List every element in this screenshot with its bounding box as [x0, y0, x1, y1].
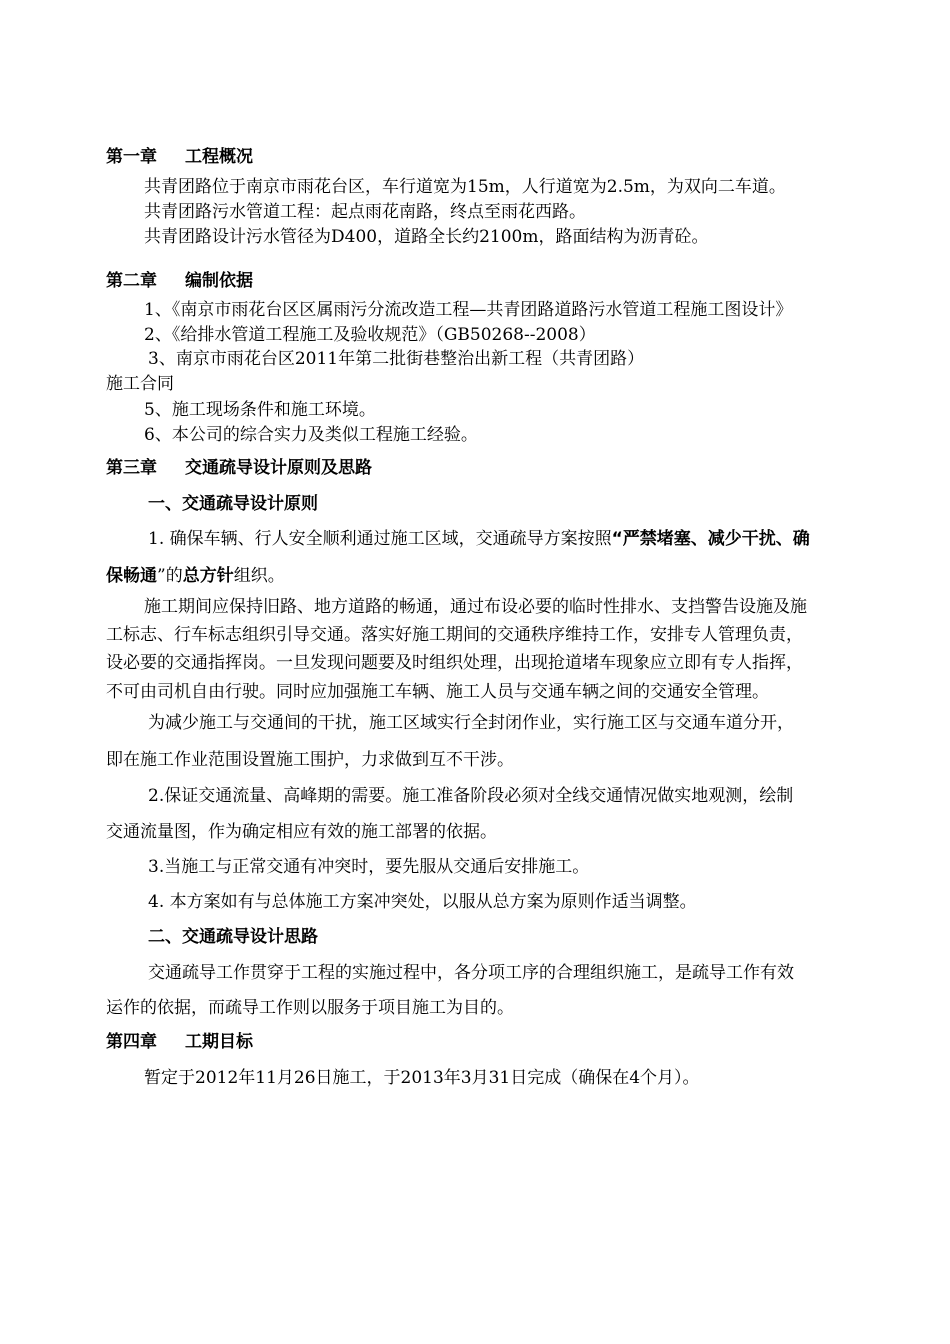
paragraph-construction-line-1: 施工期间应保持旧路、地方道路的畅通，通过布设必要的临时性排水、支挡警告设施及施 [144, 597, 807, 617]
chapter-1-paragraph-2: 共青团路污水管道工程：起点雨花南路，终点至雨花西路。 [144, 202, 586, 222]
chapter-2-number: 第二章 [106, 271, 157, 291]
basis-item-5: 5、施工现场条件和施工环境。 [144, 400, 376, 420]
approach-line-1: 交通疏导工作贯穿于工程的实施过程中，各分项工序的合理组织施工，是疏导工作有效 [148, 963, 794, 983]
chapter-3-title: 交通疏导设计原则及思路 [185, 458, 372, 478]
principle-1-line-1 [148, 528, 810, 550]
principle-2-line-2: 交通流量图，作为确定相应有效的施工部署的依据。 [106, 822, 497, 842]
chapter-4-title: 工期目标 [185, 1032, 253, 1052]
basis-item-3: 3、南京市雨花台区2011年第二批街巷整治出新工程（共青团路） [148, 349, 645, 369]
paragraph-construction-line-2: 工标志、行车标志组织引导交通。落实好施工期间的交通秩序维持工作，安排专人管理负责， [106, 625, 803, 645]
principle-1-end: 组织。 [233, 566, 285, 586]
principle-1-connector: ”的 [157, 566, 183, 586]
chapter-3-heading [106, 457, 372, 479]
chapter-3-number: 第三章 [106, 458, 157, 478]
chapter-2-heading [106, 270, 253, 292]
principle-2-line-1: 2.保证交通流量、高峰期的需要。施工准备阶段必须对全线交通情况做实地观测，绘制 [148, 786, 794, 806]
basis-item-2: 2、《给排水管道工程施工及验收规范》（GB50268--2008） [144, 325, 596, 345]
chapter-1-number: 第一章 [106, 147, 157, 167]
basis-item-6: 6、本公司的综合实力及类似工程施工经验。 [144, 425, 478, 445]
principle-1-emphasis: “严禁堵塞、减少干扰、确 [611, 529, 810, 549]
principle-1-text: 1. 确保车辆、行人安全顺利通过施工区域，交通疏导方案按照 [148, 529, 612, 549]
paragraph-construction-line-4: 不可由司机自由行驶。同时应加强施工车辆、施工人员与交通车辆之间的交通安全管理。 [106, 682, 769, 702]
approach-line-2: 运作的依据，而疏导工作则以服务于项目施工为目的。 [106, 998, 514, 1018]
principle-1-line-2 [106, 565, 285, 587]
chapter-4-heading [106, 1031, 253, 1053]
principle-1-emphasis-end: 保畅通 [106, 566, 157, 586]
section-2-heading: 二、交通疏导设计思路 [148, 927, 318, 947]
paragraph-enclosure-line-2: 即在施工作业范围设置施工围护，力求做到互不干涉。 [106, 750, 514, 770]
basis-item-1: 1、《南京市雨花台区区属雨污分流改造工程—共青团路道路污水管道工程施工图设计》 [144, 300, 793, 320]
chapter-1-paragraph-1: 共青团路位于南京市雨花台区，车行道宽为15m，人行道宽为2.5m，为双向二车道。 [144, 177, 786, 197]
principle-3: 3.当施工与正常交通有冲突时，要先服从交通后安排施工。 [148, 857, 590, 877]
chapter-1-paragraph-3: 共青团路设计污水管径为D400，道路全长约2100m，路面结构为沥青砼。 [144, 227, 709, 247]
paragraph-construction-line-3: 设必要的交通指挥岗。一旦发现问题要及时组织处理，出现抢道堵车现象应立即有专人指挥， [106, 653, 803, 673]
principle-4: 4. 本方案如有与总体施工方案冲突处，以服从总方案为原则作适当调整。 [148, 892, 697, 912]
paragraph-enclosure-line-1: 为减少施工与交通间的干扰，施工区域实行全封闭作业，实行施工区与交通车道分开， [148, 713, 794, 733]
schedule-paragraph: 暂定于2012年11月26日施工，于2013年3月31日完成（确保在4个月）。 [144, 1068, 700, 1088]
principle-1-policy: 总方针 [182, 566, 234, 586]
chapter-1-title: 工程概况 [185, 147, 253, 167]
section-1-heading: 一、交通疏导设计原则 [148, 494, 318, 514]
basis-item-3-continued: 施工合同 [106, 374, 174, 394]
chapter-4-number: 第四章 [106, 1032, 157, 1052]
chapter-1-heading [106, 146, 253, 168]
chapter-2-title: 编制依据 [185, 271, 253, 291]
